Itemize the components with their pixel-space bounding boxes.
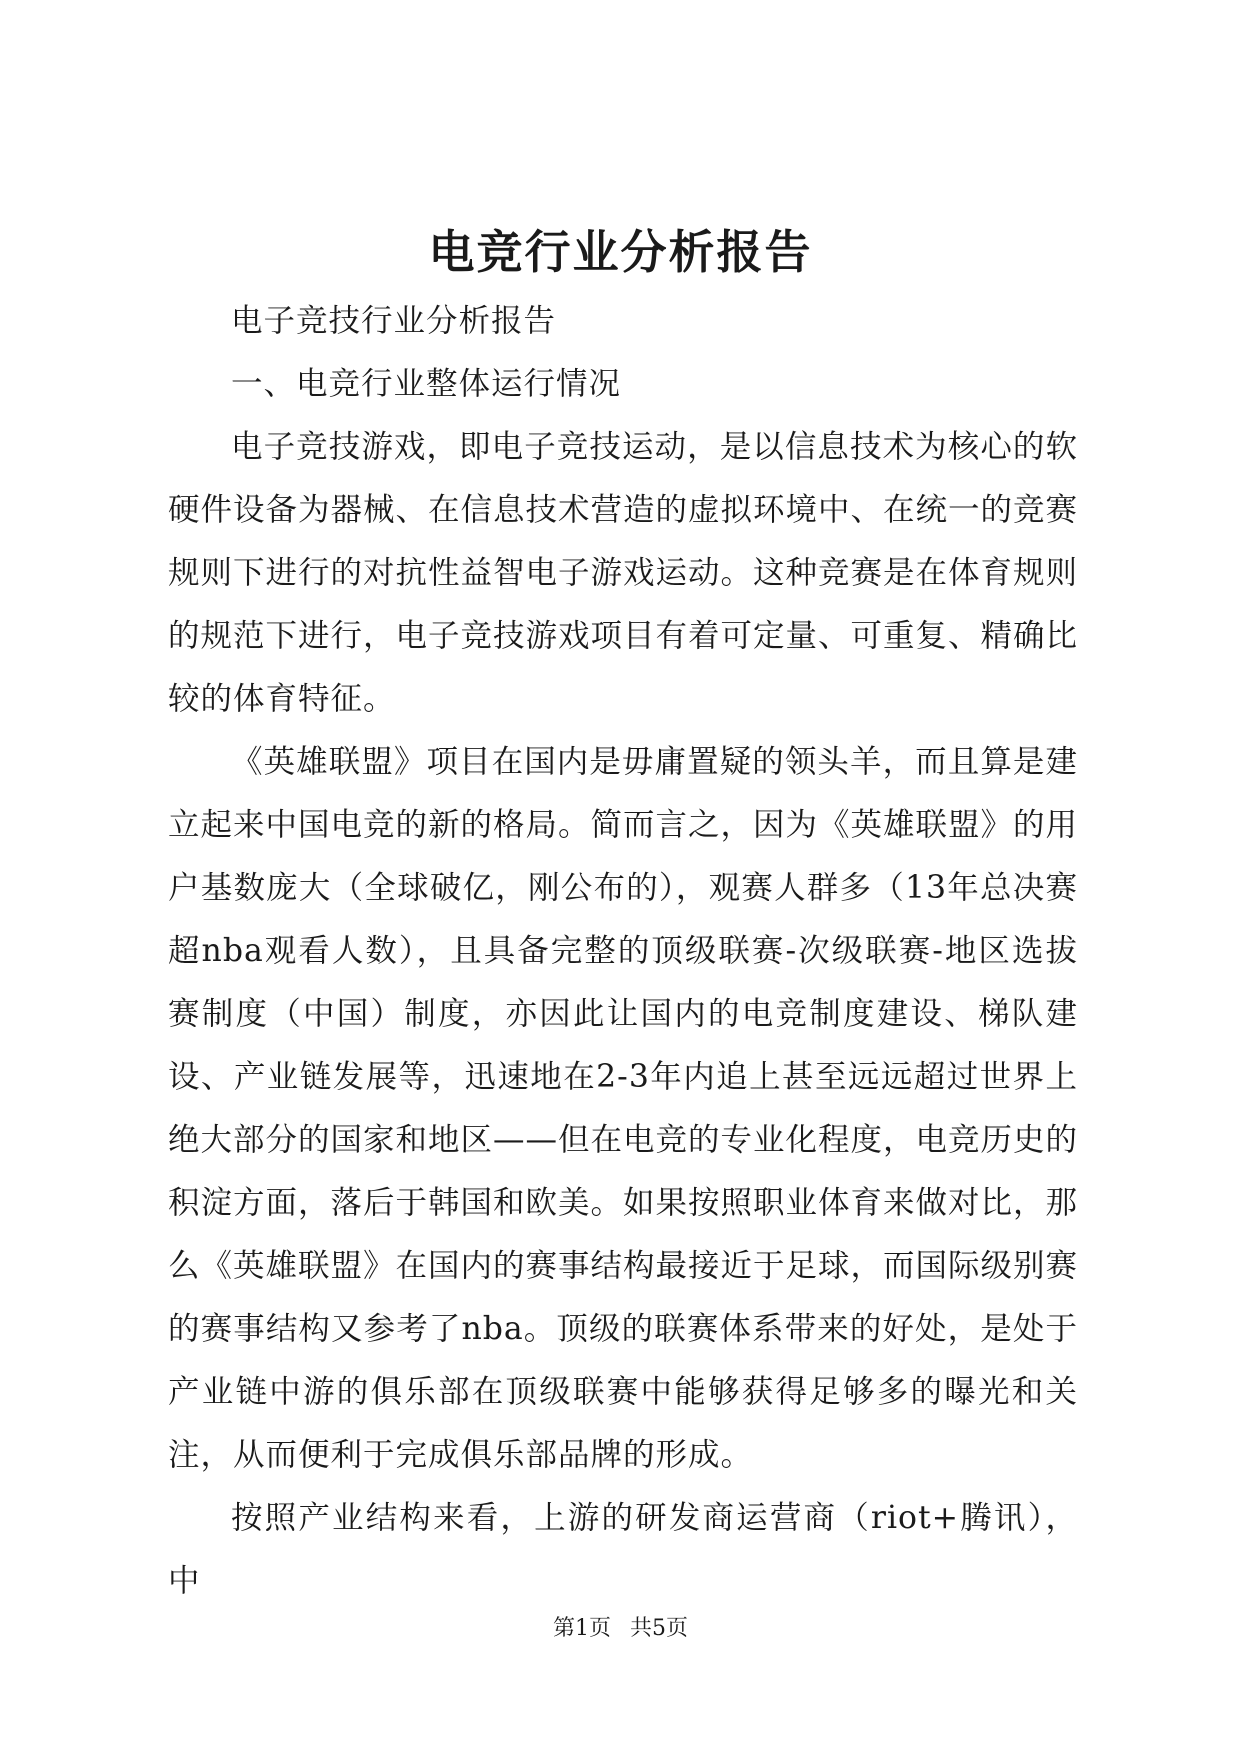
- page-total: 共5页: [630, 1616, 688, 1641]
- section-heading: 一、电竞行业整体运行情况: [231, 366, 622, 402]
- body-paragraph: 按照产业结构来看，上游的研发商运营商（riot+腾讯），中: [168, 1500, 1078, 1599]
- page-title: 电竞行业分析报告: [428, 225, 813, 279]
- page-footer: [0, 1614, 1241, 1644]
- body-paragraph: 电子竞技游戏，即电子竞技运动，是以信息技术为核心的软硬件设备为器械、在信息技术营造的虚拟环境中、在统一的竞赛规则下进行的对抗性益智电子游戏运动。这种竞赛是在体育规则的规范下进行，电子竞技游戏项目有着可定量、可重复、精确比较的体育特征。: [168, 429, 1079, 717]
- document-body: [168, 290, 1078, 1613]
- page-number: 第1页: [553, 1616, 611, 1641]
- body-paragraph: 《英雄联盟》项目在国内是毋庸置疑的领头羊，而且算是建立起来中国电竞的新的格局。简而言之，因为《英雄联盟》的用户基数庞大（全球破亿，刚公布的），观赛人群多（13年总决赛超nba观看人数），且具备完整的顶级联赛-次级联赛-地区选拔赛制度（中国）制度，亦因此让国内的电竞制度建设、梯队建设、产业链发展等，迅速地在2-3年内追上甚至远远超过世界上绝大部分的国家和地区——但在电竞的专业化程度，电竞历史的积淀方面，落后于韩国和欧美。如果按照职业体育来做对比，那么《英雄联盟》在国内的赛事结构最接近于足球，而国际级别赛的赛事结构又参考了nba。顶级的联赛体系带来的好处，是处于产业链中游的俱乐部在顶级联赛中能够获得足够多的曝光和关注，从而便利于完成俱乐部品牌的形成。: [168, 744, 1079, 1473]
- subtitle-paragraph: 电子竞技行业分析报告: [231, 303, 557, 339]
